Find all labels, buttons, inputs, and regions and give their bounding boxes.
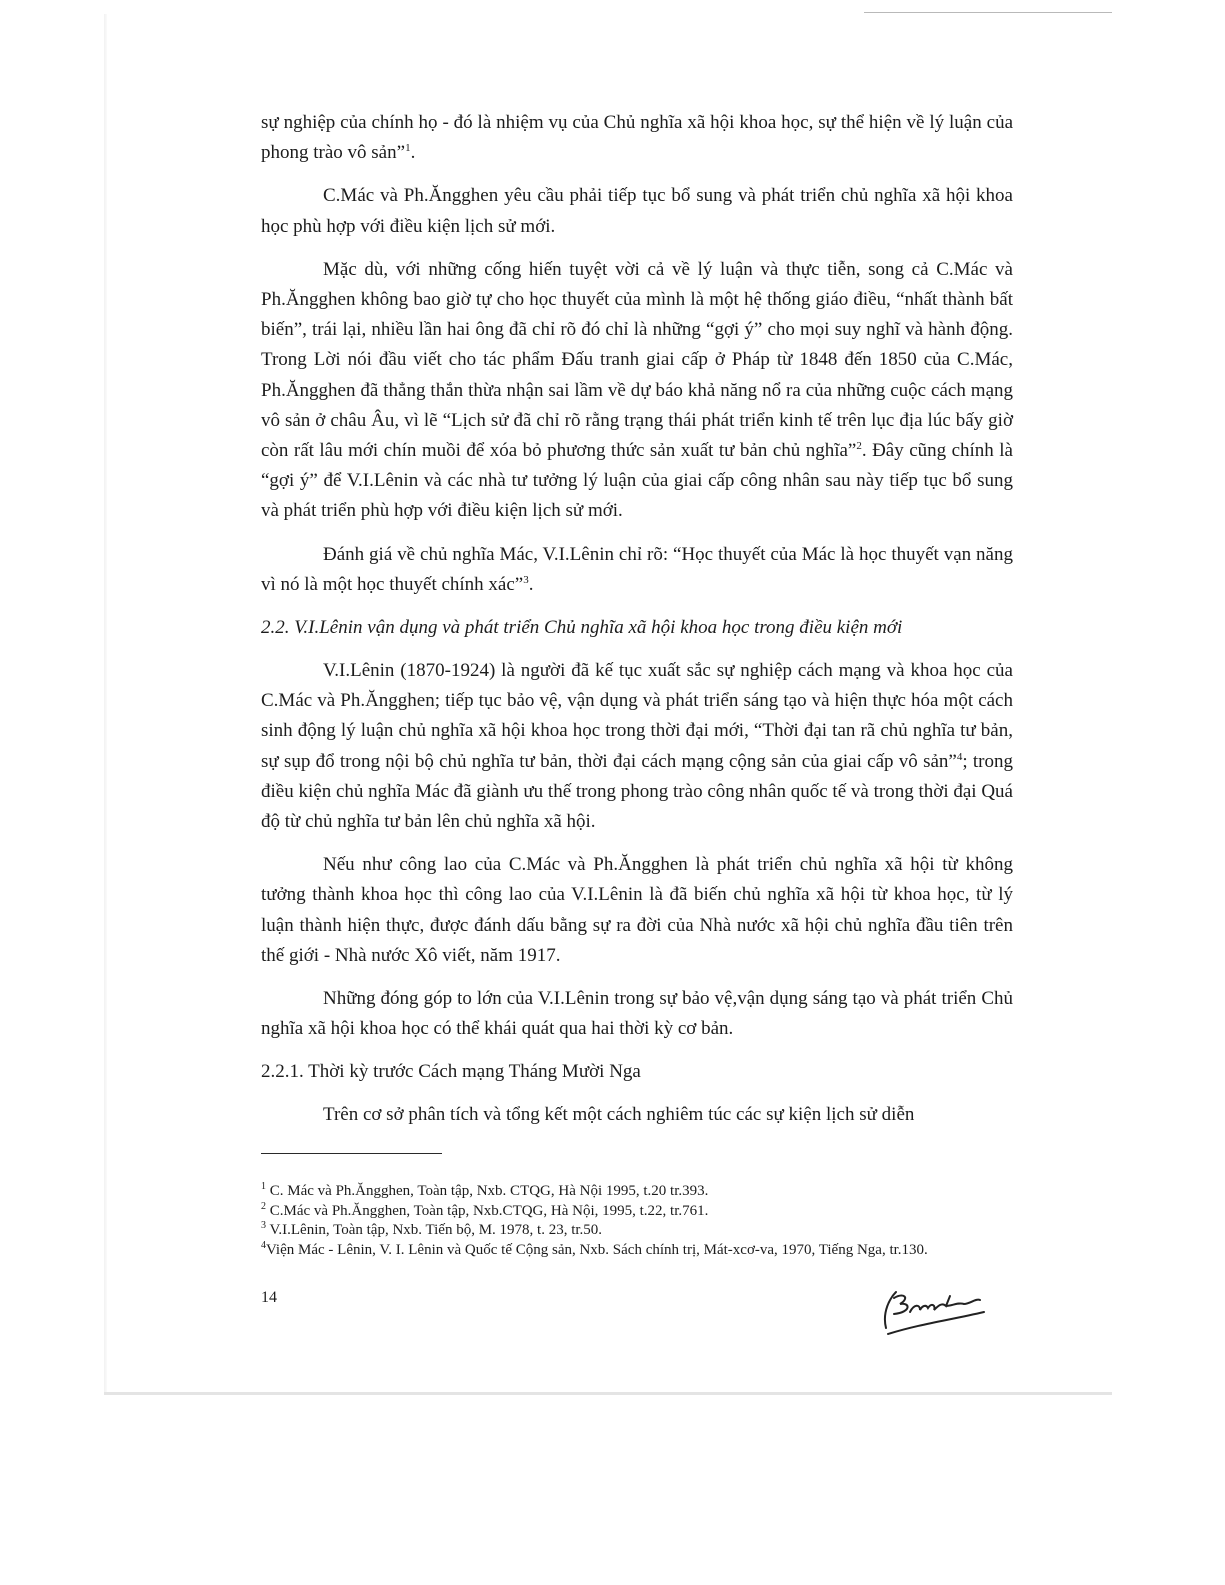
scan-left-edge [104,14,107,1394]
paragraph-5: V.I.Lênin (1870-1924) là người đã kế tục xuất sắc sự nghiệp cách mạng và khoa học của C.Mác và Ph.Ăngghen; tiếp tục bảo vệ, vận dụng và phát triển sáng tạo và hiện thực hóa một cách sinh động lý luận chủ nghĩa xã hội khoa học trong thời đại mới, “Thời đại tan rã chủ nghĩa tư bản, sự sụp đổ trong nội bộ chủ nghĩa tư bản, thời đại cách mạng cộng sản của giai cấp vô sản”$^4$; trong điều kiện chủ nghĩa Mác đã giành ưu thế trong phong trào công nhân quốc tế và trong thời đại Quá độ từ chủ nghĩa tư bản lên chủ nghĩa xã hội. [261,660,1013,833]
page-body [261,108,1013,1144]
page-number: 14 [261,1289,277,1306]
footnote-ref-2: 2 [856,440,862,453]
paragraph-3: Mặc dù, với những cống hiến tuyệt vời cả về lý luận và thực tiễn, song cả C.Mác và Ph.Ăngghen không bao giờ tự cho học thuyết của mình là một hệ thống giáo điều, “nhất thành bất biến”, trái lại, nhiều lần hai ông đã chỉ rõ đó chỉ là những “gợi ý” cho mọi suy nghĩ và hành động. Trong Lời nói đầu viết cho tác phẩm Đấu tranh giai cấp ở Pháp từ 1848 đến 1850 của C.Mác, Ph.Ăngghen đã thẳng thắn thừa nhận sai lầm về dự báo khả năng nổ ra của những cuộc cách mạng vô sản ở châu Âu, vì lẽ “Lịch sử đã chỉ rõ rằng trạng thái phát triển kinh tế trên lục địa lúc bấy giờ còn rất lâu mới chín muồi để xóa bỏ phương thức sản xuất tư bản chủ nghĩa”$^2$. Đây cũng chính là “gợi ý” để V.I.Lênin và các nhà tư tưởng lý luận của giai cấp công nhân sau này tiếp tục bổ sung và phát triển phù hợp với điều kiện lịch sử mới. [261,258,1013,522]
scan-bottom-edge [104,1392,1112,1395]
footnote-1: $^1$ C. Mác và Ph.Ăngghen, Toàn tập, Nxb. CTQG, Hà Nội 1995, t.20 tr.393. [261,1181,709,1199]
footnote-rule [261,1153,442,1154]
paragraph-4: Đánh giá về chủ nghĩa Mác, V.I.Lênin chỉ rõ: “Học thuyết của Mác là học thuyết vạn năng vì nó là một học thuyết chính xác”$^3$. [261,543,1013,595]
footnote-4: $^4$Viện Mác - Lênin, V. I. Lênin và Quốc tế Cộng sản, Nxb. Sách chính trị, Mát-xcơ-va, 1970, Tiếng Nga, tr.130. [261,1239,928,1258]
paragraph-8: Trên cơ sở phân tích và tổng kết một cách nghiêm túc các sự kiện lịch sử diễn [323,1104,915,1126]
paragraph-6: Nếu như công lao của C.Mác và Ph.Ăngghen là phát triển chủ nghĩa xã hội từ không tưởng thành khoa học thì công lao của V.I.Lênin là đã biến chủ nghĩa xã hội từ khoa học, từ lý luận thành hiện thực, được đánh dấu bằng sự ra đời của Nhà nước xã hội chủ nghĩa đầu tiên trên thế giới - Nhà nước Xô viết, năm 1917. [261,854,1013,966]
footnote-2: $^2$ C.Mác và Ph.Ăngghen, Toàn tập, Nxb.CTQG, Hà Nội, 1995, t.22, tr.761. [261,1200,709,1219]
scan-top-line [864,12,1112,13]
signature-icon [880,1284,990,1336]
paragraph-2: C.Mác và Ph.Ăngghen yêu cầu phải tiếp tục bổ sung và phát triển chủ nghĩa xã hội khoa học phù hợp với điều kiện lịch sử mới. [261,185,1013,237]
paragraph-1: sự nghiệp của chính họ - đó là nhiệm vụ của Chủ nghĩa xã hội khoa học, sự thể hiện về lý luận của phong trào vô sản”$^1$. [261,112,1013,164]
footnote-ref-3: 3 [523,573,529,586]
footnote-3: $^3$ V.I.Lênin, Toàn tập, Nxb. Tiến bộ, M. 1978, t. 23, tr.50. [261,1220,603,1238]
footnotes [261,1182,1013,1260]
section-heading-2-2-1: 2.2.1. Thời kỳ trước Cách mạng Tháng Mười Nga [261,1061,641,1083]
paragraph-7: Những đóng góp to lớn của V.I.Lênin trong sự bảo vệ,vận dụng sáng tạo và phát triển Chủ nghĩa xã hội khoa học có thể khái quát qua hai thời kỳ cơ bản. [261,988,1013,1040]
section-heading-2-2: 2.2. V.I.Lênin vận dụng và phát triển Chủ nghĩa xã hội khoa học trong điều kiện mới [261,617,903,639]
footnote-ref-1: 1 [405,142,411,155]
footnote-ref-4: 4 [956,750,963,763]
